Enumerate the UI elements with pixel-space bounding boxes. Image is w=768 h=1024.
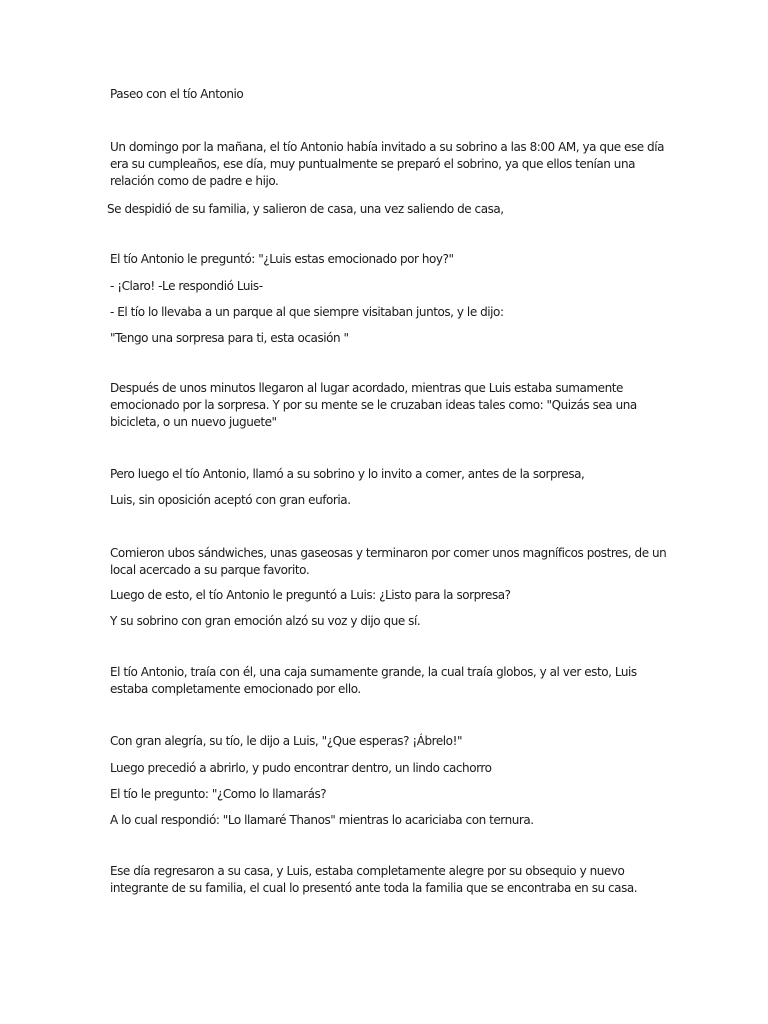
paragraph-9: Luis, sin oposición aceptó con gran euforia. — [110, 493, 351, 507]
paragraph-3: El tío Antonio le preguntó: "¿Luis estas emocionado por hoy?" — [110, 252, 454, 266]
paragraph-5: - El tío lo llevaba a un parque al que siempre visitaban juntos, y le dijo: — [110, 305, 504, 319]
paragraph-12: Y su sobrino con gran emoción alzó su voz y dijo que sí. — [110, 614, 421, 628]
paragraph-14: Con gran alegría, su tío, le dijo a Luis, "¿Que esperas? ¡Ábrelo!" — [110, 734, 463, 748]
paragraph-10: Comieron ubos sándwiches, unas gaseosas y terminaron por comer unos magníficos postres, de un local acercado a su parque favorito. — [110, 546, 667, 577]
paragraph-16: El tío le pregunto: "¿Como lo llamarás? — [110, 787, 327, 801]
paragraph-8: Pero luego el tío Antonio, llamó a su sobrino y lo invito a comer, antes de la sorpresa, — [110, 467, 585, 481]
paragraph-6: "Tengo una sorpresa para ti, esta ocasión " — [110, 331, 349, 345]
paragraph-11: Luego de esto, el tío Antonio le preguntó a Luis: ¿Listo para la sorpresa? — [110, 588, 511, 602]
paragraph-15: Luego precedió a abrirlo, y pudo encontrar dentro, un lindo cachorro — [110, 761, 492, 775]
paragraph-4: - ¡Claro! -Le respondió Luis- — [110, 279, 263, 293]
paragraph-18: Ese día regresaron a su casa, y Luis, estaba completamente alegre por su obsequio y nuevo integrante de su familia, el cual lo presentó ante toda la familia que se encontraba en su casa. — [110, 864, 638, 895]
paragraph-17: A lo cual respondió: "Lo llamaré Thanos" mientras lo acariciaba con ternura. — [110, 813, 534, 827]
paragraph-7: Después de unos minutos llegaron al lugar acordado, mientras que Luis estaba sumamente emocionado por la sorpresa. Y por su mente se le cruzaban ideas tales como: "Quizás sea una bicicleta, o un nuevo juguete" — [110, 381, 637, 429]
paragraph-1: Un domingo por la mañana, el tío Antonio había invitado a su sobrino a las 8:00 AM, ya que ese día era su cumpleaños, ese día, muy puntualmente se preparó el sobrino, ya que ellos tenían una relación como de padre e hijo. — [110, 140, 665, 188]
document-title: Paseo con el tío Antonio — [110, 87, 244, 101]
paragraph-2: Se despidió de su familia, y salieron de casa, una vez saliendo de casa, — [107, 202, 504, 216]
paragraph-13: El tío Antonio, traía con él, una caja sumamente grande, la cual traía globos, y al ver esto, Luis estaba completamente emocionado por ello. — [110, 665, 637, 696]
